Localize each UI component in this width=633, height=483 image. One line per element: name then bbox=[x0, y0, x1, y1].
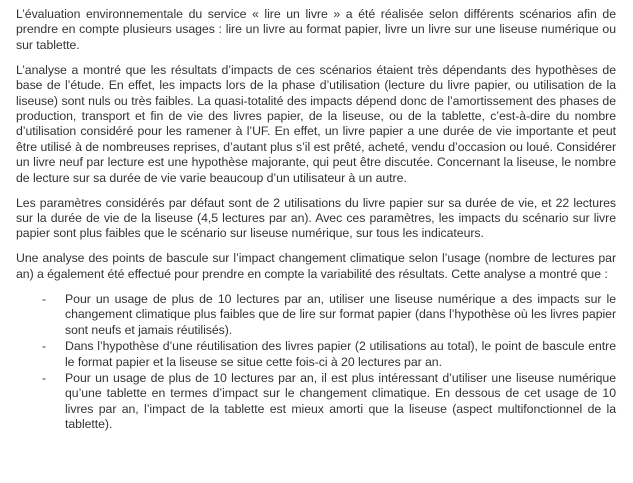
bullet-dash: - bbox=[42, 370, 47, 385]
list-item bbox=[16, 371, 616, 433]
analysis-paragraph: L’analyse a montré que les résultats d’impacts de ces scénarios étaient très dépendants des hypothèses de base de l’étude. En effet, les impacts lors de la phase d’utilisation (lecture du livre papier, ou utilisation de la liseuse) sont nuls ou très faibles. La quasi-totalité des impacts dépend donc de l’amortissement des phases de production, transport et fin de vie des livres papier, de la liseuse, ou de la tablette, c’est-à-dire du nombre d’utilisation considéré pour les ramener à l’UF. En effet, un livre papier a une durée de vie importante et peut être utilisé à de nombreuses reprises, d’autant plus s’il est prêté, acheté, vendu d’occasion ou loué. Considérer un livre neuf par lecture est une hypothèse majorante, qui peut être discutée. Concernant la liseuse, le nombre de lecture sur sa durée de vie varie beaucoup d’un utilisateur à un autre. bbox=[16, 62, 616, 185]
list-item-text: Pour un usage de plus de 10 lectures par an, il est plus intéressant d’utiliser une liseuse numérique qu’une tablette en termes d’impact sur le changement climatique. En dessous de cet usage de 10 livres par an, l’impact de la tablette est mieux amorti que la liseuse (aspect multifonctionnel de la tablette). bbox=[65, 370, 616, 432]
intro-paragraph: L’évaluation environnementale du service « lire un livre » a été réalisée selon différents scénarios afin de prendre en compte plusieurs usages : lire un livre au format papier, livre un livre sur une liseuse numérique ou sur tablette. bbox=[16, 7, 616, 52]
list-item bbox=[16, 292, 616, 338]
default-parameters-paragraph: Les paramètres considérés par défaut sont de 2 utilisations du livre papier sur sa durée de vie, et 22 lectures sur la durée de vie de la liseuse (4,5 lectures par an). Avec ces paramètres, les impacts du scénario sur livre papier sont plus faibles que le scénario sur liseuse numérique, sur tous les indicateurs. bbox=[16, 195, 616, 241]
bullet-dash: - bbox=[42, 291, 47, 306]
list-item-text: Pour un usage de plus de 10 lectures par an, utiliser une liseuse numérique a des impacts sur le changement climatique plus faibles que de lire sur format papier (dans l’hypothèse où les livres papier sont neufs et jamais réutilisés). bbox=[65, 291, 616, 337]
list-item-text: Dans l’hypothèse d’une réutilisation des livres papier (2 utilisations au total), le point de bascule entre le format papier et la liseuse se situe cette fois-ci à 20 lectures par an. bbox=[65, 339, 616, 369]
list-item bbox=[16, 339, 616, 370]
bullet-dash: - bbox=[42, 339, 47, 354]
tipping-point-paragraph: Une analyse des points de bascule sur l’impact changement climatique selon l’usage (nombre de lectures par an) a également été effectué pour prendre en compte la variabilité des résultats. Cette analyse a montré que : bbox=[16, 251, 616, 281]
document-page bbox=[16, 7, 616, 434]
findings-list bbox=[16, 292, 616, 433]
